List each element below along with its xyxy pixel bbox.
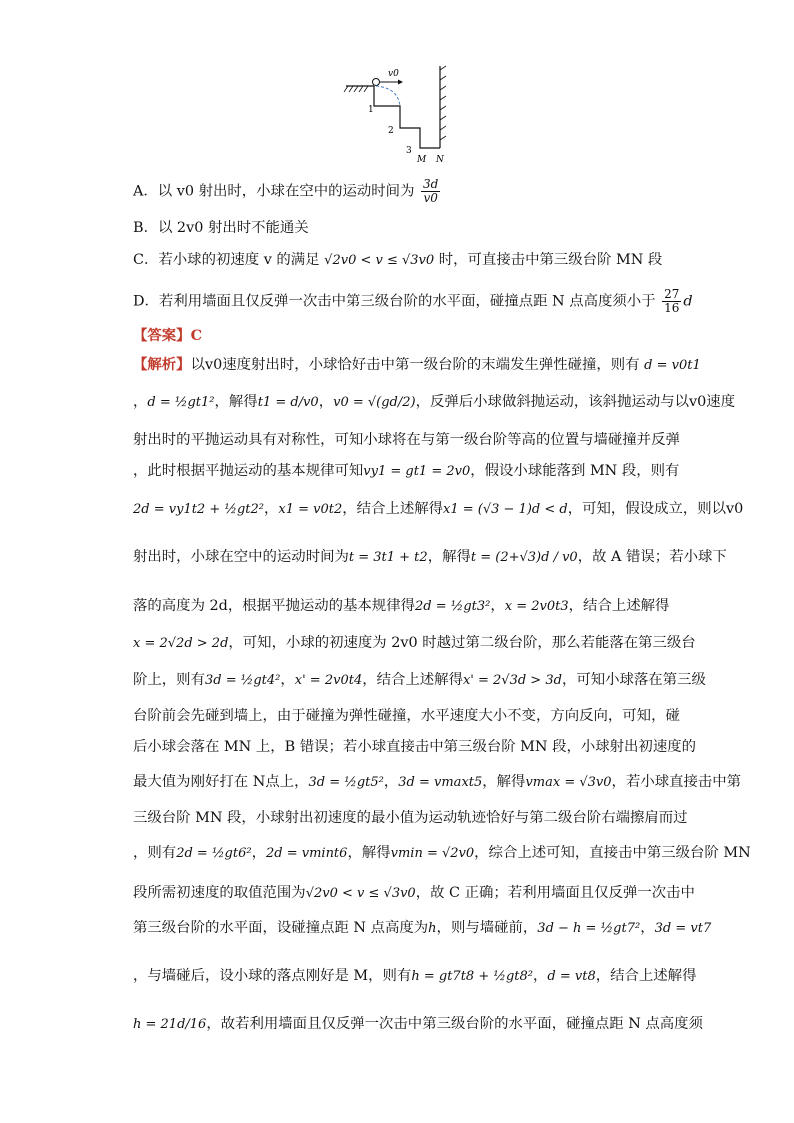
n-label: N <box>436 155 444 165</box>
option-a-text: A．以 v0 射出时，小球在空中的运动时间为 <box>133 183 415 200</box>
analysis-math: h = 21d/16 <box>133 1017 207 1032</box>
analysis-math: 2d = vy1t2 + ½gt2² <box>133 502 264 517</box>
option-c-tail: 时，可直接击中第三级台阶 MN 段 <box>438 252 663 268</box>
analysis-text: 第三级台阶的水平面，设碰撞点距 N 点高度为 <box>133 920 429 936</box>
option-b: B．以 2v0 射出时不能通关 <box>133 220 309 236</box>
ball <box>373 79 380 86</box>
analysis-text: ， <box>490 598 505 614</box>
option-c-text: C．若小球的初速度 v 的满足 <box>133 252 320 268</box>
analysis-math: d = v0t1 <box>644 358 701 373</box>
analysis-math: x' = 2√3d > 3d <box>462 673 562 688</box>
analysis-text: ，解得 <box>427 549 471 565</box>
analysis-text: 以v0速度射出时，小球恰好击中第一级台阶的末端发生弹性碰撞，则有 <box>190 357 640 373</box>
step3-label: 3 <box>406 146 412 156</box>
option-a-denominator: v0 <box>423 191 438 205</box>
analysis-math: x = 2v0t3 <box>504 599 569 614</box>
velocity-arrowhead <box>398 80 403 85</box>
analysis-text: 段所需初速度的取值范围为 <box>133 885 306 901</box>
m-label: M <box>417 155 427 165</box>
analysis-text: 落的高度为 2d，根据平抛运动的基本规律得 <box>133 598 415 614</box>
analysis-text: ，反弹后小球做斜抛运动，该斜抛运动与以v0速度 <box>415 394 736 410</box>
analysis-text: ，综合上述可知，直接击中第三级台阶 MN <box>474 845 751 861</box>
analysis-line-4 <box>133 461 794 482</box>
analysis-line-18 <box>133 1014 794 1035</box>
analysis-text: ，解得 <box>347 845 391 861</box>
analysis-line-3: 射出时的平抛运动具有对称性，可知小球将在与第一级台阶等高的位置与墙碰撞并反弹 <box>133 432 680 448</box>
analysis-math: vy1 = gt1 = 2v0 <box>363 464 471 479</box>
option-d-denominator: 16 <box>664 301 680 315</box>
analysis-text: ，解得 <box>214 394 258 410</box>
analysis-text: ，则与墙碰前， <box>436 920 538 936</box>
analysis-math: h <box>428 921 437 936</box>
analysis-line-12 <box>133 772 794 793</box>
analysis-line-15 <box>133 883 794 904</box>
analysis-text: ， <box>532 968 548 984</box>
analysis-text: ，结合上述解得 <box>595 968 697 984</box>
analysis-math: x = 2√2d > 2d <box>133 636 229 651</box>
analysis-math: 3d = ½gt5² <box>308 775 384 790</box>
analysis-line-16 <box>133 918 794 939</box>
option-d-fraction <box>662 288 681 315</box>
analysis-text: ，则有 <box>133 845 177 861</box>
analysis-label: 【解析】 <box>133 356 191 373</box>
analysis-text: ，解得 <box>482 774 526 790</box>
trajectory-curve <box>376 86 400 106</box>
analysis-text: 阶上，则有 <box>133 672 205 688</box>
analysis-text: ， <box>251 845 266 861</box>
analysis-math: t1 = d/v0 <box>257 395 319 410</box>
wall-hatch <box>440 66 446 140</box>
step2-label: 2 <box>388 126 394 136</box>
analysis-text: ， <box>133 394 148 410</box>
analysis-math: √2v0 < v ≤ √3v0 <box>305 886 416 901</box>
option-d-numerator: 27 <box>664 287 680 301</box>
analysis-math: t = (2+√3)d / v0 <box>470 550 578 565</box>
option-a-numerator: 3d <box>423 177 439 191</box>
analysis-line-14 <box>133 843 794 864</box>
analysis-math: 2d = ½gt6² <box>176 846 252 861</box>
answer-line: 【答案】C <box>133 327 203 344</box>
analysis-text: ，故 C 正确；若利用墙面且仅反弹一次击中 <box>415 885 695 901</box>
analysis-math: x1 = (√3 − 1)d < d <box>443 502 568 517</box>
analysis-line-5 <box>133 499 794 520</box>
analysis-line-8 <box>133 633 794 654</box>
analysis-line-9 <box>133 670 794 691</box>
analysis-line-2 <box>133 392 794 413</box>
option-d-text: D．若利用墙面且仅反弹一次击中第三级台阶的水平面，碰撞点距 N 点高度须小于 <box>133 293 656 310</box>
analysis-math: vmin = √2v0 <box>390 846 475 861</box>
analysis-text: ，故若利用墙面且仅反弹一次击中第三级台阶的水平面，碰撞点距 N 点高度须 <box>206 1016 703 1032</box>
analysis-math: 2d = ½gt3² <box>414 599 491 614</box>
analysis-text: ，结合上述解得 <box>568 598 670 614</box>
option-d-variable: d <box>683 293 693 310</box>
analysis-math: 3d = vt7 <box>654 921 712 936</box>
analysis-line-13: 三级台阶 MN 段，小球射出初速度的最小值为运动轨迹恰好与第二级台阶右端擦肩而过 <box>133 810 688 826</box>
analysis-line-10: 台阶前会先碰到墙上，由于碰撞为弹性碰撞，水平速度大小不变，方向反向，可知，碰 <box>133 708 680 724</box>
option-a-fraction <box>421 178 440 205</box>
analysis-math: 3d − h = ½gt7² <box>537 921 641 936</box>
analysis-text: ， <box>318 394 334 410</box>
option-a <box>133 178 794 205</box>
analysis-text: ，与墙碰后，设小球的落点刚好是 M，则有 <box>133 968 412 984</box>
analysis-math: x1 = v0t2 <box>278 502 343 517</box>
analysis-text: ， <box>264 501 279 517</box>
option-d <box>133 288 794 315</box>
analysis-math: x' = 2v0t4 <box>294 673 363 688</box>
analysis-text: ，可知，假设成立，则以v0 <box>567 501 744 517</box>
analysis-text: ，假设小球能落到 MN 段，则有 <box>470 463 680 479</box>
analysis-text: 最大值为刚好打在 N点上， <box>133 774 309 790</box>
analysis-line-17 <box>133 966 794 987</box>
analysis-text: ，结合上述解得 <box>342 501 444 517</box>
analysis-math: vmax = √3v0 <box>525 775 612 790</box>
analysis-math: 3d = vmaxt5 <box>398 775 483 790</box>
analysis-text: ，可知小球落在第三级 <box>561 672 706 688</box>
analysis-math: d = ½gt1² <box>147 395 215 410</box>
analysis-text: ，若小球直接击中第 <box>611 774 742 790</box>
analysis-text: ，结合上述解得 <box>362 672 463 688</box>
analysis-line-11: 后小球会落在 MN 上，B 错误；若小球直接击中第三级台阶 MN 段，小球射出初速度的 <box>133 739 696 755</box>
analysis-text: ，故 A 错误；若小球下 <box>577 549 727 565</box>
option-c-math: √2v0 < v ≤ √3v0 <box>324 253 435 268</box>
analysis-math: d = vt8 <box>547 969 596 984</box>
step1-label: 1 <box>368 105 374 115</box>
steps-outline <box>374 86 440 148</box>
analysis-line-7 <box>133 596 794 617</box>
analysis-text: ， <box>640 920 655 936</box>
analysis-text: ， <box>280 672 295 688</box>
v0-label: v0 <box>388 69 399 79</box>
analysis-text: ，可知，小球的初速度为 2v0 时越过第二级台阶，那么若能落在第三级台 <box>228 635 696 651</box>
option-c <box>133 250 794 271</box>
analysis-text: 射出时，小球在空中的运动时间为 <box>133 549 349 565</box>
analysis-text: ， <box>383 774 399 790</box>
analysis-math: t = 3t1 + t2 <box>348 550 428 565</box>
analysis-line-1 <box>133 355 794 376</box>
analysis-math: 2d = vmint6 <box>265 846 348 861</box>
analysis-text: ，此时根据平抛运动的基本规律可知 <box>133 463 364 479</box>
stairs-diagram <box>340 58 470 168</box>
analysis-math: v0 = √(gd/2) <box>333 395 416 410</box>
analysis-math: h = gt7t8 + ½gt8² <box>411 969 533 984</box>
analysis-math: 3d = ½gt4² <box>204 673 281 688</box>
platform-hatch <box>344 86 368 92</box>
analysis-line-6 <box>133 547 794 568</box>
